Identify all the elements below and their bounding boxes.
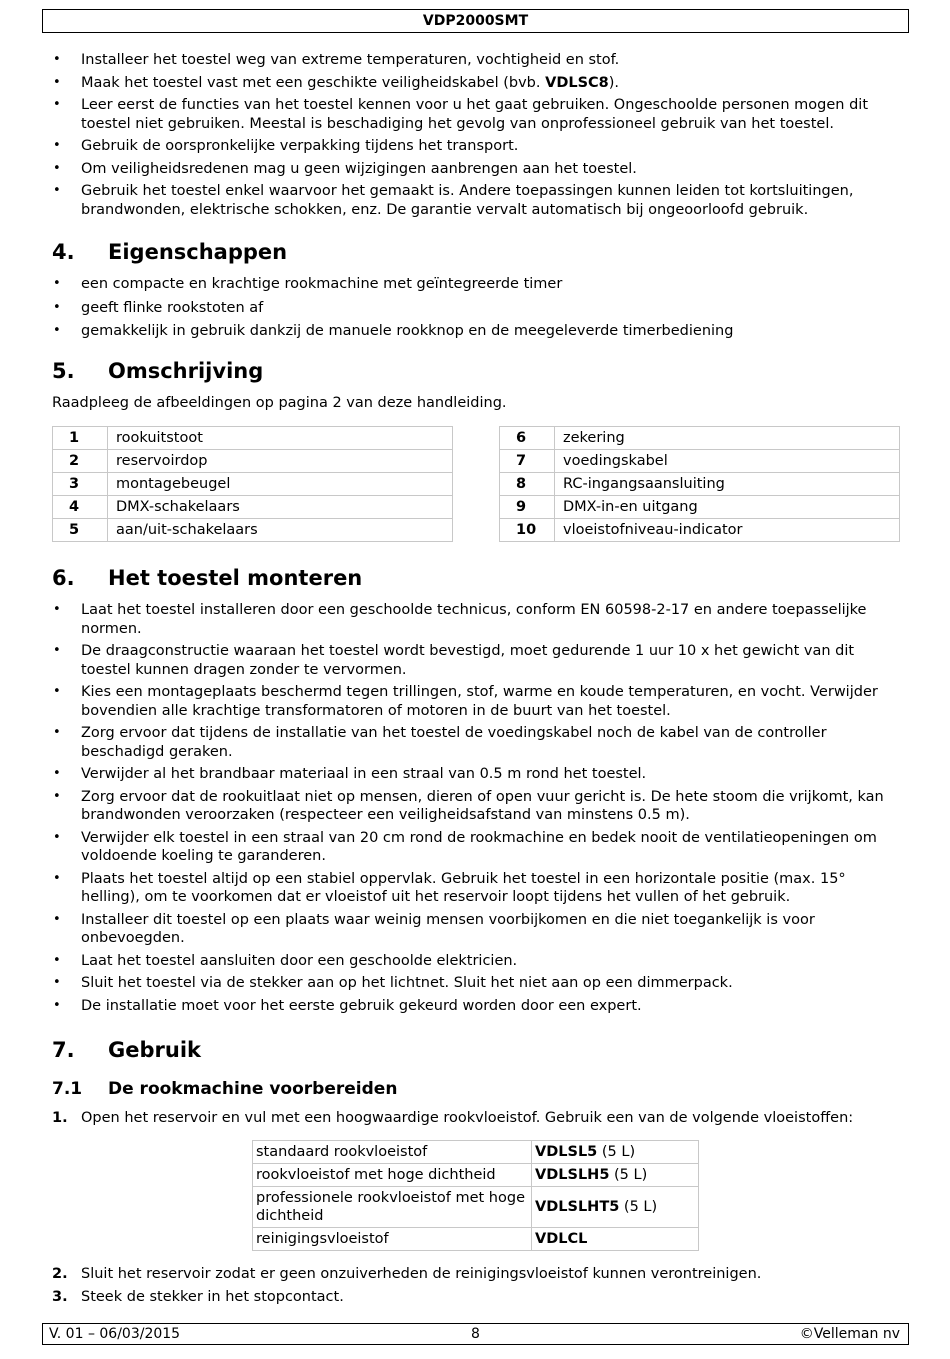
- part-number: 6: [500, 427, 555, 450]
- fluid-name: standaard rookvloeistof: [253, 1141, 532, 1164]
- section-number: 6.: [52, 566, 75, 590]
- fluid-name: professionele rookvloeistof met hoge dichtheid: [253, 1187, 532, 1228]
- list-item: • gemakkelijk in gebruik dankzij de manuele rookknop en de meegeleverde timerbediening: [52, 322, 908, 341]
- list-item: • Zorg ervoor dat de rookuitlaat niet op mensen, dieren of open vuur gericht is. De hete stoom die vrijkomt, kan brandwonden veroorzaken (respecteer een veiligheidsafstand van minstens 0.5 m).: [52, 788, 908, 825]
- section-5-intro: Raadpleeg de afbeeldingen op pagina 2 van deze handleiding.: [52, 395, 507, 411]
- list-item: • Installeer het toestel weg van extreme temperaturen, vochtigheid en stof.: [52, 51, 908, 70]
- list-item: • Installeer dit toestel op een plaats waar weinig mensen voorbijkomen en die niet toegankelijk is voor onbevoegden.: [52, 911, 908, 948]
- fluid-name: rookvloeistof met hoge dichtheid: [253, 1164, 532, 1187]
- step-text: Open het reservoir en vul met een hoogwaardige rookvloeistof. Gebruik een van de volgende vloeistoffen:: [81, 1110, 854, 1126]
- list-item: • Zorg ervoor dat tijdens de installatie van het toestel de voedingskabel noch de kabel van de controller beschadigd geraken.: [52, 724, 908, 761]
- intro-bullet-list: [52, 51, 908, 219]
- step-number: 1.: [52, 1110, 68, 1126]
- fluid-name: reinigingsvloeistof: [253, 1228, 532, 1251]
- section-title: Omschrijving: [108, 359, 264, 383]
- parts-table-right: [499, 426, 900, 542]
- step-number: 2.: [52, 1266, 68, 1282]
- section-title: Eigenschappen: [108, 240, 288, 264]
- part-number: 1: [53, 427, 108, 450]
- table-row: [253, 1187, 699, 1228]
- part-number: 7: [500, 450, 555, 473]
- section-4-heading: [52, 240, 287, 264]
- features-list: [52, 275, 908, 341]
- part-label: RC-ingangsaansluiting: [555, 473, 900, 496]
- table-row: [500, 519, 900, 542]
- section-7-heading: [52, 1038, 201, 1062]
- fluid-size: (5 L): [609, 1167, 648, 1183]
- step-item: [52, 1265, 908, 1283]
- subsection-7-1-heading: [52, 1079, 397, 1099]
- footer-version: V. 01 – 06/03/2015: [49, 1326, 181, 1342]
- mounting-list: [52, 601, 908, 1015]
- list-item: • Maak het toestel vast met een geschikte veiligheidskabel (bvb. VDLSC8).: [52, 74, 908, 93]
- table-row: [500, 450, 900, 473]
- list-item: • Verwijder elk toestel in een straal van 20 cm rond de rookmachine en bedek nooit de ventilatieopeningen om voldoende koeling te garanderen.: [52, 829, 908, 866]
- list-item: • Om veiligheidsredenen mag u geen wijzigingen aanbrengen aan het toestel.: [52, 160, 908, 179]
- part-label: aan/uit-schakelaars: [108, 519, 453, 542]
- part-number: 5: [53, 519, 108, 542]
- section-6-heading: [52, 566, 362, 590]
- list-item: • geeft flinke rookstoten af: [52, 299, 908, 318]
- fluid-code-cell: [532, 1164, 699, 1187]
- fluid-code: VDLSLH5: [535, 1167, 610, 1183]
- fluid-code: VDLCL: [535, 1231, 588, 1247]
- part-number: 8: [500, 473, 555, 496]
- table-row: [500, 496, 900, 519]
- part-label: montagebeugel: [108, 473, 453, 496]
- parts-table-left: [52, 426, 453, 542]
- list-item: • Verwijder al het brandbaar materiaal in een straal van 0.5 m rond het toestel.: [52, 765, 908, 784]
- part-label: DMX-in-en uitgang: [555, 496, 900, 519]
- part-number: 4: [53, 496, 108, 519]
- list-item: • een compacte en krachtige rookmachine met geïntegreerde timer: [52, 275, 908, 294]
- list-item: • Laat het toestel aansluiten door een geschoolde elektricien.: [52, 952, 908, 971]
- fluid-code: VDLSL5: [535, 1144, 598, 1160]
- fluid-size: (5 L): [619, 1199, 658, 1215]
- list-item: • Kies een montageplaats beschermd tegen trillingen, stof, warme en koude temperaturen, en vocht. Verwijder bovendien alle krachtige transformatoren of motoren in de buurt van het toestel.: [52, 683, 908, 720]
- table-row: [253, 1141, 699, 1164]
- footer-page-number: 8: [471, 1326, 480, 1342]
- table-row: [53, 427, 453, 450]
- list-item: • Gebruik de oorspronkelijke verpakking tijdens het transport.: [52, 137, 908, 156]
- page-header: [42, 9, 909, 33]
- section-number: 4.: [52, 240, 75, 264]
- preparation-steps: [52, 1109, 908, 1127]
- table-row: [53, 473, 453, 496]
- fluids-table: [252, 1140, 699, 1251]
- part-label: rookuitstoot: [108, 427, 453, 450]
- step-number: 3.: [52, 1289, 68, 1305]
- list-item: • De draagconstructie waaraan het toestel wordt bevestigd, moet gedurende 1 uur 10 x het gewicht van dit toestel kunnen dragen zonder te vervormen.: [52, 642, 908, 679]
- step-item: [52, 1288, 908, 1306]
- section-title: Het toestel monteren: [108, 566, 363, 590]
- header-title: VDP2000SMT: [422, 13, 529, 29]
- section-5-heading: [52, 359, 263, 383]
- part-number: 2: [53, 450, 108, 473]
- table-row: [253, 1164, 699, 1187]
- subsection-number: 7.1: [52, 1079, 83, 1099]
- table-row: [53, 450, 453, 473]
- step-item: [52, 1109, 908, 1127]
- part-label: voedingskabel: [555, 450, 900, 473]
- fluid-size: (5 L): [597, 1144, 636, 1160]
- table-row: [500, 427, 900, 450]
- page-footer: [42, 1323, 909, 1345]
- table-row: [500, 473, 900, 496]
- part-label: reservoirdop: [108, 450, 453, 473]
- part-label: zekering: [555, 427, 900, 450]
- list-item: • De installatie moet voor het eerste gebruik gekeurd worden door een expert.: [52, 997, 908, 1016]
- list-item: • Gebruik het toestel enkel waarvoor het gemaakt is. Andere toepassingen kunnen leiden tot kortsluitingen, brandwonden, elektrische schokken, enz. De garantie vervalt automatisch bij ongeoorloofd gebruik.: [52, 182, 908, 219]
- fluid-code-cell: [532, 1228, 699, 1251]
- part-number: 9: [500, 496, 555, 519]
- section-number: 7.: [52, 1038, 75, 1062]
- step-text: Steek de stekker in het stopcontact.: [81, 1289, 344, 1305]
- footer-copyright: ©Velleman nv: [799, 1326, 900, 1342]
- part-number: 10: [500, 519, 555, 542]
- table-row: [253, 1228, 699, 1251]
- table-row: [53, 496, 453, 519]
- subsection-title: De rookmachine voorbereiden: [108, 1079, 398, 1099]
- fluid-code-cell: [532, 1141, 699, 1164]
- table-row: [53, 519, 453, 542]
- section-number: 5.: [52, 359, 75, 383]
- fluid-code: VDLSLHT5: [535, 1199, 620, 1215]
- part-label: vloeistofniveau-indicator: [555, 519, 900, 542]
- list-item: • Laat het toestel installeren door een geschoolde technicus, conform EN 60598-2-17 en andere toepasselijke normen.: [52, 601, 908, 638]
- fluid-code-cell: [532, 1187, 699, 1228]
- section-title: Gebruik: [108, 1038, 201, 1062]
- preparation-steps-continued: [52, 1265, 908, 1306]
- list-item: • Plaats het toestel altijd op een stabiel oppervlak. Gebruik het toestel in een horizontale positie (max. 15° helling), om te voorkomen dat er vloeistof uit het reservoir loopt tijdens het vullen of het gebruik.: [52, 870, 908, 907]
- list-item: • Sluit het toestel via de stekker aan op het lichtnet. Sluit het niet aan op een dimmerpack.: [52, 974, 908, 993]
- step-text: Sluit het reservoir zodat er geen onzuiverheden de reinigingsvloeistof kunnen verontreinigen.: [81, 1266, 762, 1282]
- part-number: 3: [53, 473, 108, 496]
- list-item: • Leer eerst de functies van het toestel kennen voor u het gaat gebruiken. Ongeschoolde personen mogen dit toestel niet gebruiken. Meestal is beschadiging het gevolg van onprofessioneel gebruik van het toestel.: [52, 96, 908, 133]
- part-label: DMX-schakelaars: [108, 496, 453, 519]
